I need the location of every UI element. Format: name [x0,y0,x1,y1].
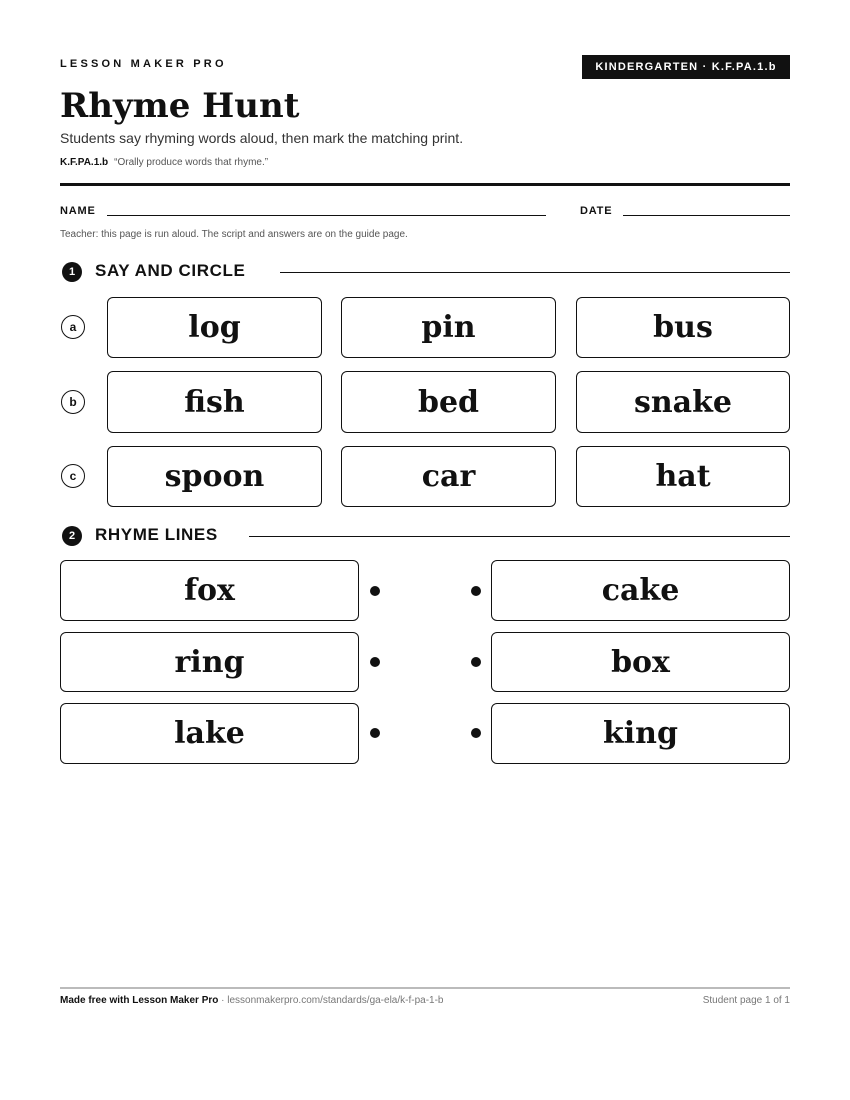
left-word-card-2[interactable]: ring [60,632,359,692]
word-card-b-1[interactable]: fish [107,371,322,433]
word-card-a-2[interactable]: pin [341,297,556,358]
word-card-c-3[interactable]: hat [576,446,790,507]
header-rule [60,183,790,186]
section-2-title: RHYME LINES [95,525,218,544]
grade-badge: KINDERGARTEN · K.F.PA.1.b [582,55,790,79]
section-1-rule [280,272,790,273]
name-label: NAME [60,205,96,217]
footer-url[interactable]: · lessonmakerpro.com/standards/ga-ela/k-f-pa-1-b [218,995,444,1006]
left-dot-1[interactable] [370,586,380,596]
word-card-a-3[interactable]: bus [576,297,790,358]
section-2-number: 2 [62,526,82,546]
row-label-c: c [61,464,85,488]
date-field[interactable] [623,215,790,216]
right-word-card-1[interactable]: cake [491,560,790,621]
row-label-b: b [61,390,85,414]
date-label: DATE [580,205,613,217]
footer-made-with: Made free with Lesson Maker Pro [60,995,219,1006]
right-dot-3[interactable] [471,728,481,738]
name-field[interactable] [107,215,546,216]
left-word-card-3[interactable]: lake [60,703,359,764]
left-dot-3[interactable] [370,728,380,738]
right-word-card-2[interactable]: box [491,632,790,692]
page-subtitle: Students say rhyming words aloud, then mark the matching print. [60,130,464,146]
word-card-c-2[interactable]: car [341,446,556,507]
right-word-card-3[interactable]: king [491,703,790,764]
page-title: Rhyme Hunt [60,86,300,126]
footer-page-number: Student page 1 of 1 [702,995,790,1006]
row-label-a: a [61,315,85,339]
footer-credit [60,995,443,1006]
right-dot-2[interactable] [471,657,481,667]
brand-name: LESSON MAKER PRO [60,58,227,70]
word-card-b-3[interactable]: snake [576,371,790,433]
word-card-c-1[interactable]: spoon [107,446,322,507]
left-dot-2[interactable] [370,657,380,667]
standard-code: K.F.PA.1.b [60,157,109,168]
word-card-b-2[interactable]: bed [341,371,556,433]
section-1-number: 1 [62,262,82,282]
teacher-note: Teacher: this page is run aloud. The script and answers are on the guide page. [60,229,408,240]
right-dot-1[interactable] [471,586,481,596]
footer-rule [60,987,790,989]
section-2-rule [249,536,790,537]
standard-text: “Orally produce words that rhyme.” [114,157,269,168]
standard-line [60,157,268,168]
left-word-card-1[interactable]: fox [60,560,359,621]
section-1-title: SAY AND CIRCLE [95,261,246,280]
word-card-a-1[interactable]: log [107,297,322,358]
